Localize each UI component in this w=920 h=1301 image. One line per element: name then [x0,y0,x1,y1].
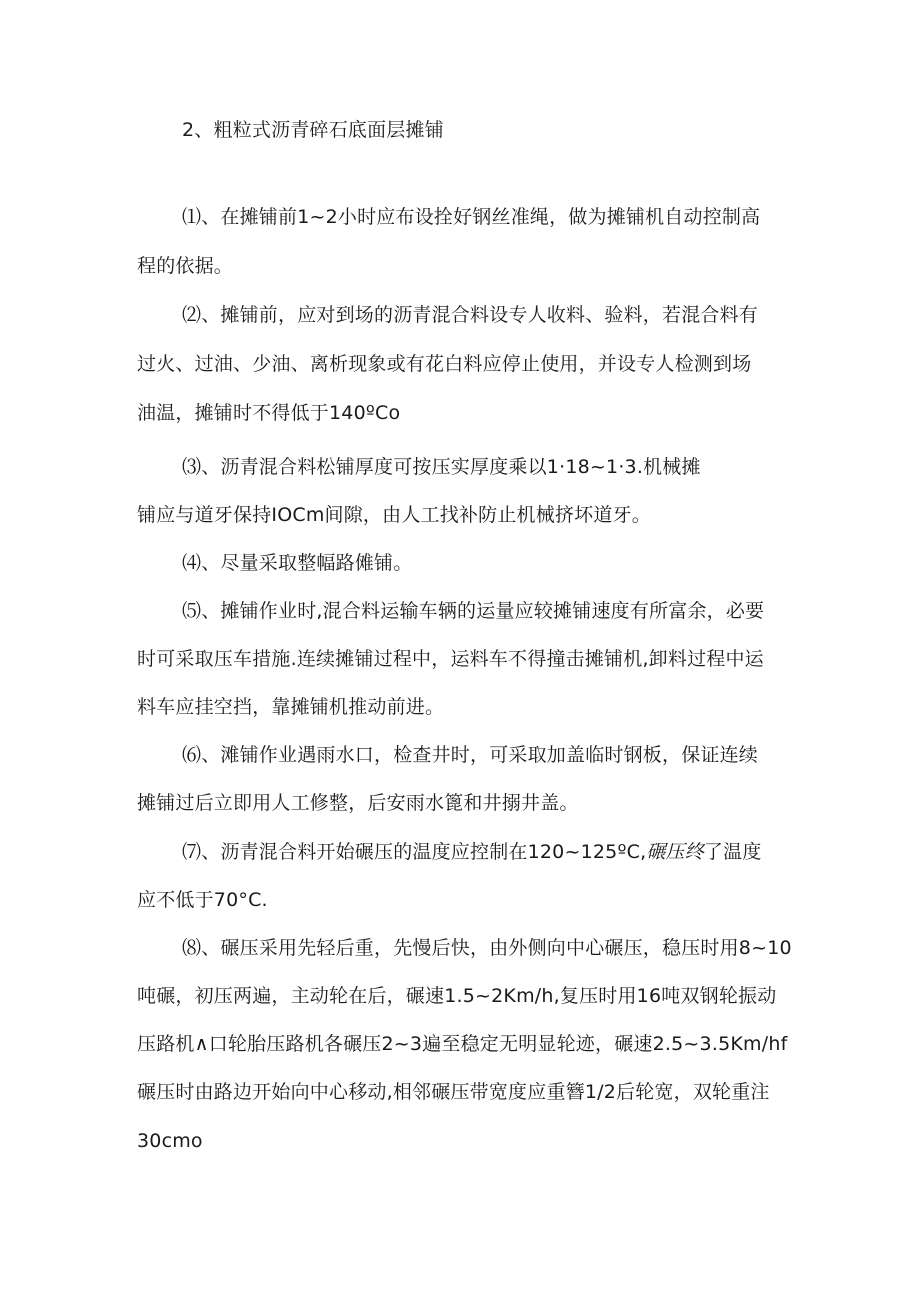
paragraph-7-line-1 [182,840,762,864]
paragraph-2-line-1: ⑵、摊铺前，应对到场的沥青混合料设专人收料、验料，若混合料有 [182,304,759,326]
paragraph-5-line-3: 料车应挂空挡，靠摊铺机推动前进。 [137,696,445,718]
paragraph-8-line-5: 30cmo [137,1130,203,1152]
paragraph-5-line-1: ⑸、摊铺作业时,混合料运输车辆的运量应较摊铺速度有所富余，必要 [182,600,765,622]
paragraph-8-line-2: 吨碾，初压两遍，主动轮在后，碾速1.5~2Km∕h,复压时用16吨双钢轮振动 [137,985,777,1007]
paragraph-8-line-1: ⑻、碾压采用先轻后重，先慢后快，由外侧向中心碾压，稳压时用8~10 [182,937,792,959]
paragraph-6-line-1: ⑹、滩铺作业遇雨水口，检查井时，可采取加盖临时钢板，保证连续 [182,744,759,766]
paragraph-7-italic-text: 碾压终 [646,841,704,863]
paragraph-1-line-2: 程的依据。 [137,255,234,277]
section-heading: 2、粗粒式沥青碎石底面层摊铺 [182,119,444,141]
paragraph-6-line-2: 摊铺过后立即用人工修整，后安雨水篦和井搦井盖。 [137,792,579,814]
paragraph-8-line-4: 碾压时由路边开始向中心移动,相邻碾压带宽度应重簪1/2后轮宽，双轮重注 [137,1081,770,1103]
paragraph-3-line-1: ⑶、沥青混合料松铺厚度可按压实厚度乘以1·18~1·3.机械摊 [182,456,701,478]
paragraph-4-line-1: ⑷、尽量采取整幅路傩铺。 [182,552,413,574]
paragraph-1-line-1: ⑴、在摊铺前1~2小时应布设拴好钢丝准绳，做为摊铺机自动控制高 [182,206,761,228]
paragraph-3-line-2: 铺应与道牙保持IOCm间隙，由人工找补防止机械挤坏道牙。 [137,504,651,526]
paragraph-2-line-2: 过火、过油、少油、离析现象或有花白料应停止使用，并设专人检测到场 [137,353,752,375]
paragraph-7-line-1-suffix: 了温度 [703,841,762,863]
paragraph-2-line-3: 油温，摊铺时不得低于140ºCo [137,402,401,424]
paragraph-8-line-3: 压路机∧口轮胎压路机各碾压2~3遍至稳定无明显轮迹，碾速2.5~3.5Km∕hf [137,1033,788,1055]
paragraph-5-line-2: 时可采取压车措施.连续摊铺过程中，运料车不得撞击摊铺机,卸料过程中运 [137,648,764,670]
paragraph-7-line-1-prefix: ⑺、沥青混合料开始碾压的温度应控制在120~125ºC, [182,841,647,863]
paragraph-7-line-2: 应不低于70°C. [137,889,268,911]
